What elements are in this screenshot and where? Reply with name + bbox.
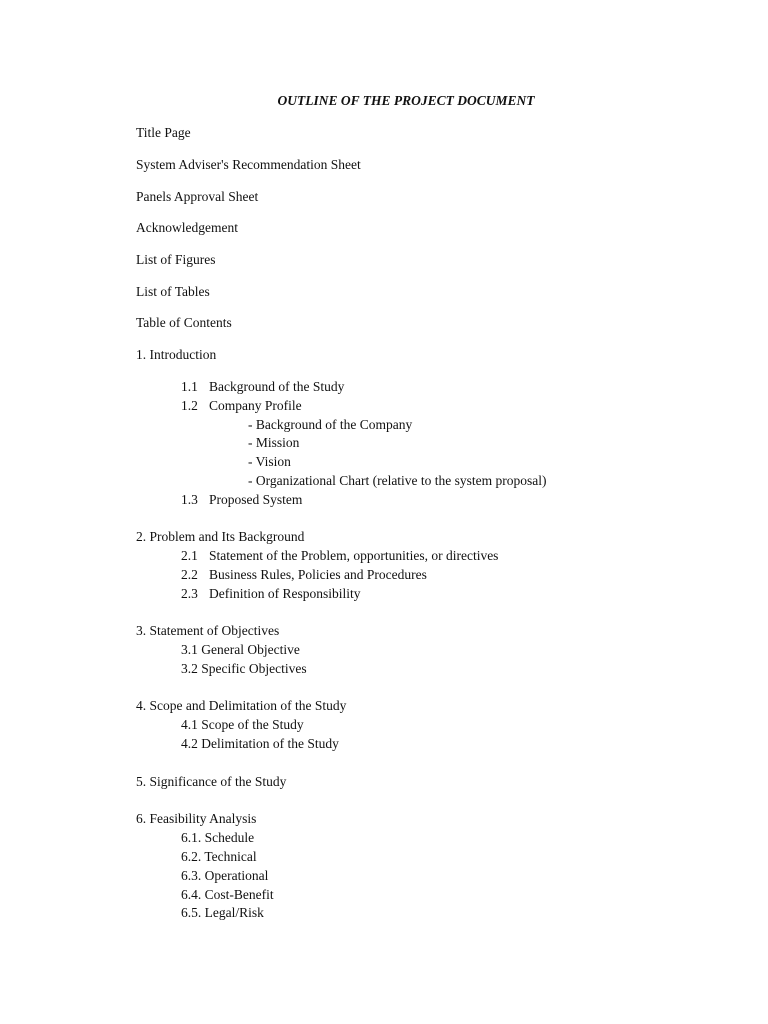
chapter-heading: 4. Scope and Delimitation of the Study <box>136 698 347 713</box>
section-number: 1.3 <box>181 492 198 507</box>
chapter-heading: 2. Problem and Its Background <box>136 529 305 544</box>
section-item <box>181 491 302 509</box>
front-matter-item: Title Page <box>136 125 191 140</box>
section-text: Company Profile <box>209 398 302 413</box>
sub-item: - Background of the Company <box>248 417 413 432</box>
section-item <box>181 585 361 603</box>
sub-item: - Organizational Chart (relative to the system proposal) <box>248 473 547 488</box>
section-item: 6.5. Legal/Risk <box>181 905 264 920</box>
sub-item: - Mission <box>248 435 300 450</box>
section-item: 6.2. Technical <box>181 849 257 864</box>
front-matter-item: Table of Contents <box>136 315 232 330</box>
front-matter-item: List of Figures <box>136 252 216 267</box>
section-number: 2.2 <box>181 567 198 582</box>
section-item <box>181 566 427 584</box>
front-matter-item: Panels Approval Sheet <box>136 189 259 204</box>
section-text: Statement of the Problem, opportunities, or directives <box>209 548 499 563</box>
section-item <box>181 378 344 396</box>
section-number: 2.1 <box>181 548 198 563</box>
section-item: 4.2 Delimitation of the Study <box>181 736 339 751</box>
section-number: 2.3 <box>181 586 198 601</box>
front-matter-item: List of Tables <box>136 284 210 299</box>
front-matter-item: Acknowledgement <box>136 220 238 235</box>
section-item: 6.3. Operational <box>181 868 269 883</box>
section-text: Business Rules, Policies and Procedures <box>209 567 427 582</box>
section-item <box>181 547 498 565</box>
chapter-heading: 5. Significance of the Study <box>136 774 287 789</box>
section-item: 4.1 Scope of the Study <box>181 717 304 732</box>
section-item: 3.1 General Objective <box>181 642 300 657</box>
section-number: 1.1 <box>181 379 198 394</box>
section-text: Proposed System <box>209 492 303 507</box>
section-item: 6.1. Schedule <box>181 830 255 845</box>
chapter-heading: 6. Feasibility Analysis <box>136 811 257 826</box>
section-number: 1.2 <box>181 398 198 413</box>
sub-item: - Vision <box>248 454 291 469</box>
front-matter-item: System Adviser's Recommendation Sheet <box>136 157 361 172</box>
section-item: 6.4. Cost-Benefit <box>181 887 274 902</box>
section-item: 3.2 Specific Objectives <box>181 661 307 676</box>
chapter-heading: 1. Introduction <box>136 347 217 362</box>
chapter-heading: 3. Statement of Objectives <box>136 623 280 638</box>
document-title: OUTLINE OF THE PROJECT DOCUMENT <box>277 93 535 108</box>
section-item <box>181 397 302 415</box>
section-text: Definition of Responsibility <box>209 586 361 601</box>
section-text: Background of the Study <box>209 379 345 394</box>
